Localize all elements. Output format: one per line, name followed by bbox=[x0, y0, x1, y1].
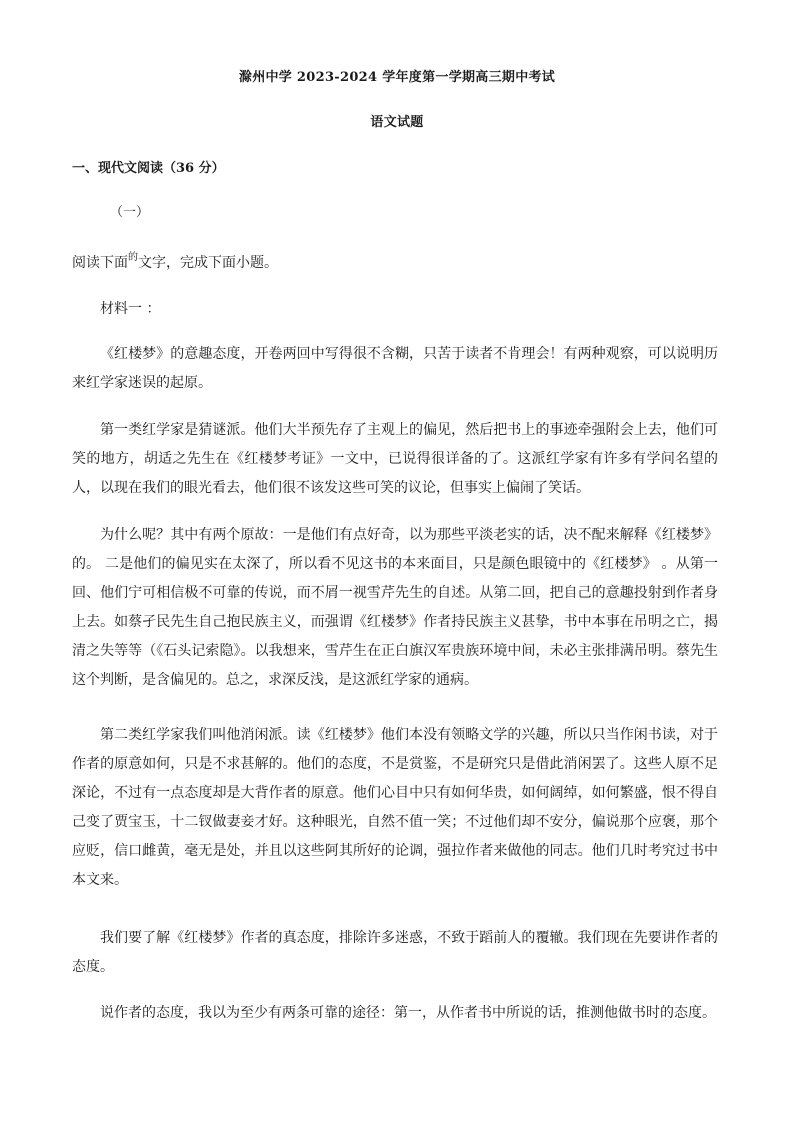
paragraph-4: 第二类红学家我们叫他消闲派。读《红楼梦》他们本没有领略文学的兴趣，所以只当作闲书读，对于作者的原意如何，只是不求甚解的。他们的态度，不是赏鉴，不是研究只是借此消闲罢了。这些人原不足深论，不过有一点态度却是大背作者的原意。他们心目中只有如何华贵，如何阔绰，如何繁盛，恨不得自己变了贾宝玉，十二钗做妻妾才好。这种眼光，自然不值一笑；不过他们却不安分，偏说那个应褒，那个应贬，信口雌黄，毫无是处，并且以这些阿其所好的论调，强拉作者来做他的同志。他们几时考究过书中本文来。 bbox=[72, 727, 718, 888]
instruction-de: 的 bbox=[128, 252, 138, 263]
instruction-text bbox=[72, 249, 718, 279]
sub-heading: （一） bbox=[110, 205, 150, 220]
material-label: 材料一 ： bbox=[100, 301, 161, 317]
paragraph-2: 第一类红学家是猜谜派。他们大半预先存了主观上的偏见，然后把书上的事迹牵强附会上去，他们可笑的地方，胡适之先生在《红楼梦考证》一文中，已说得很详备的了。这派红学家有许多有学问名望的人，以现在我们的眼光看去，他们很不该发这些可笑的议论，但事实上偏闹了笑话。 bbox=[72, 422, 718, 496]
paragraph-3: 为什么呢？其中有两个原故：一是他们有点好奇，以为那些平淡老实的话，决不配来解释《红楼梦》的。 二是他们的偏见实在太深了，所以看不见这书的本来面目，只是颜色眼镜中的《红楼梦》 。从第一回、他们宁可相信极不可靠的传说，而不屑一视雪芹先生的自述。从第二回，把自己的意趣投射到作者身上去。如蔡孑民先生自己抱民族主义，而强谓《红楼梦》作者持民族主义甚挚，书中本事在吊明之亡，揭清之失等等（《石头记索隐》。以我想来，雪芹生在正白旗汉军贵族环境中间，未必主张排满吊明。蔡先生这个判断，是含偏见的。总之，求深反浅，是这派红学家的通病。 bbox=[72, 527, 718, 688]
paragraph-6: 说作者的态度，我以为至少有两条可靠的途径：第一，从作者书中所说的话，推测他做书时的态度。 bbox=[100, 1005, 716, 1021]
paragraph-5: 我们要了解《红楼梦》作者的真态度，排除许多迷惑，不致于蹈前人的覆辙。我们现在先要讲作者的态度。 bbox=[72, 930, 718, 975]
paragraph-1: 《红楼梦》的意趣态度，开卷两回中写得很不含糊，只苦于读者不肯理会！有两种观察，可以说明历来红学家迷误的起原。 bbox=[72, 346, 718, 391]
section-heading: 一、现代文阅读（36 分） bbox=[72, 161, 225, 176]
exam-title: 滁州中学 2023-2024 学年度第一学期高三期中考试 bbox=[238, 70, 556, 85]
instruction-after: 文字，完成下面小题。 bbox=[138, 255, 278, 271]
instruction-before: 阅读下面 bbox=[72, 255, 128, 271]
exam-subtitle: 语文试题 bbox=[370, 115, 424, 130]
